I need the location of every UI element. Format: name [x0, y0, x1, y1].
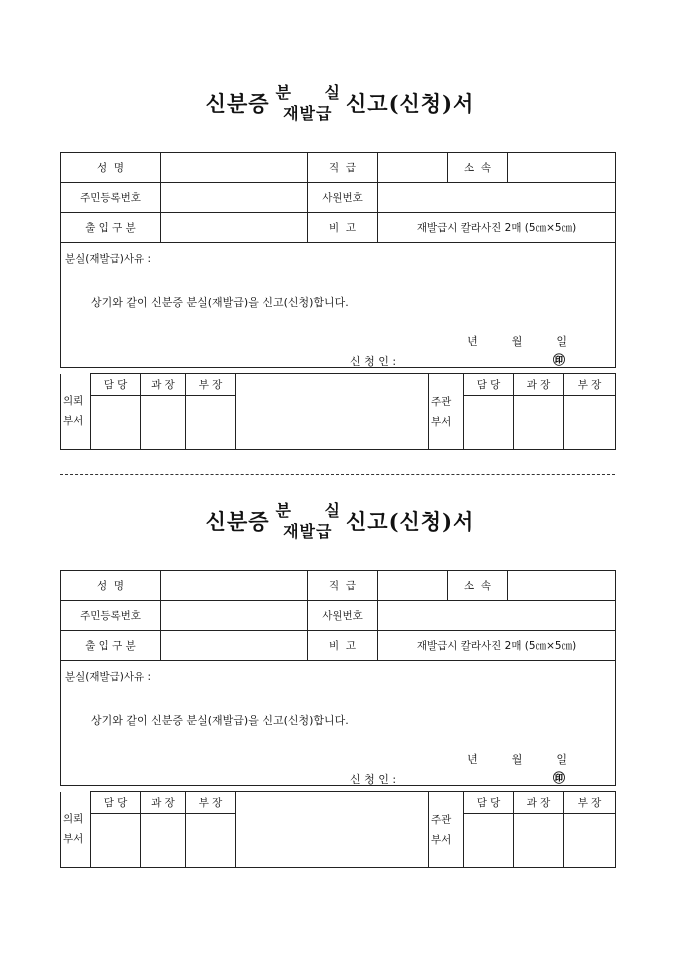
month-label: 월 — [511, 335, 523, 348]
dept-label: 소 속 — [448, 571, 508, 601]
resident-no-label: 주민등록번호 — [61, 183, 161, 213]
statement-text: 상기와 같이 신분증 분실(재발급)을 신고(신청)합니다. — [91, 296, 349, 309]
dept-head-label: 부 장 — [186, 374, 236, 396]
dept-field[interactable] — [508, 571, 616, 601]
dept-label: 소 속 — [448, 153, 508, 183]
resident-no-field[interactable] — [161, 601, 308, 631]
day-label: 일 — [556, 753, 567, 766]
section-chief-label: 과 장 — [141, 374, 186, 396]
title-top: 분 실 — [275, 501, 355, 520]
title-left: 신분증 — [205, 509, 270, 534]
day-label: 일 — [556, 335, 567, 348]
access-type-label: 출 입 구 분 — [61, 631, 161, 661]
approval-gap — [236, 792, 429, 868]
name-field[interactable] — [161, 571, 308, 601]
name-label: 성 명 — [61, 153, 161, 183]
dept-head-label-2: 부 장 — [564, 374, 616, 396]
officer-sign-box-2[interactable] — [464, 814, 514, 868]
rank-field[interactable] — [378, 153, 448, 183]
rank-label: 직 급 — [308, 153, 378, 183]
year-label: 년 — [467, 753, 478, 766]
info-table — [60, 152, 616, 368]
requesting-dept-line2: 부서 — [63, 833, 84, 846]
reason-section[interactable] — [61, 661, 616, 786]
section-chief-sign-box[interactable] — [141, 814, 186, 868]
managing-dept-line2: 부서 — [431, 415, 452, 428]
statement-text: 상기와 같이 신분증 분실(재발급)을 신고(신청)합니다. — [91, 714, 349, 727]
title-bottom: 재발급 — [283, 104, 333, 123]
access-type-field[interactable] — [161, 213, 308, 243]
title-top: 분 실 — [275, 83, 355, 102]
reason-label: 분실(재발급)사유 : — [65, 671, 152, 683]
officer-label-2: 담 당 — [464, 792, 514, 814]
title-stack — [275, 82, 355, 124]
managing-dept-line1: 주관 — [431, 813, 452, 826]
form-bottom — [0, 415, 680, 898]
officer-sign-box[interactable] — [91, 814, 141, 868]
managing-dept-line2: 부서 — [431, 833, 452, 846]
form-title — [0, 82, 680, 124]
dept-head-sign-box-2[interactable] — [564, 814, 616, 868]
resident-no-field[interactable] — [161, 183, 308, 213]
access-type-label: 출 입 구 분 — [61, 213, 161, 243]
applicant-label: 신 청 인 : — [350, 355, 397, 368]
officer-label-2: 담 당 — [464, 374, 514, 396]
title-right: 신고(신청)서 — [346, 91, 475, 116]
applicant-label: 신 청 인 : — [350, 773, 397, 786]
requesting-dept-line1: 의뢰 — [63, 395, 84, 408]
approval-table — [60, 791, 616, 868]
rank-label: 직 급 — [308, 571, 378, 601]
seal-icon: ㊞ — [552, 771, 565, 785]
section-chief-label-2: 과 장 — [514, 792, 564, 814]
managing-dept-line1: 주관 — [431, 395, 452, 408]
access-type-field[interactable] — [161, 631, 308, 661]
name-label: 성 명 — [61, 571, 161, 601]
officer-label: 담 당 — [91, 374, 141, 396]
reason-section[interactable] — [61, 243, 616, 368]
date-row — [467, 751, 567, 767]
resident-no-label: 주민등록번호 — [61, 601, 161, 631]
rank-field[interactable] — [378, 571, 448, 601]
remarks-label: 비 고 — [308, 213, 378, 243]
dept-head-label-2: 부 장 — [564, 792, 616, 814]
employee-no-field[interactable] — [378, 183, 616, 213]
remarks-value: 재발급시 칼라사진 2매 (5㎝×5㎝) — [378, 213, 616, 243]
title-stack — [275, 500, 355, 542]
requesting-dept-line2: 부서 — [63, 415, 84, 428]
month-label: 월 — [511, 753, 523, 766]
employee-no-label: 사원번호 — [308, 183, 378, 213]
managing-dept-label — [429, 792, 464, 868]
title-bottom: 재발급 — [283, 522, 333, 541]
dept-head-label: 부 장 — [186, 792, 236, 814]
reason-label: 분실(재발급)사유 : — [65, 253, 152, 265]
form-title — [0, 500, 680, 542]
requesting-dept-label — [61, 792, 91, 868]
info-table — [60, 570, 616, 786]
section-chief-label-2: 과 장 — [514, 374, 564, 396]
title-right: 신고(신청)서 — [346, 509, 475, 534]
year-label: 년 — [467, 335, 478, 348]
form-top — [0, 0, 680, 480]
requesting-dept-line1: 의뢰 — [63, 813, 84, 826]
date-row — [467, 333, 567, 349]
name-field[interactable] — [161, 153, 308, 183]
officer-label: 담 당 — [91, 792, 141, 814]
remarks-label: 비 고 — [308, 631, 378, 661]
employee-no-label: 사원번호 — [308, 601, 378, 631]
employee-no-field[interactable] — [378, 601, 616, 631]
dept-field[interactable] — [508, 153, 616, 183]
section-chief-sign-box-2[interactable] — [514, 814, 564, 868]
title-left: 신분증 — [205, 91, 270, 116]
dept-head-sign-box[interactable] — [186, 814, 236, 868]
remarks-value: 재발급시 칼라사진 2매 (5㎝×5㎝) — [378, 631, 616, 661]
seal-icon: ㊞ — [552, 353, 565, 367]
section-chief-label: 과 장 — [141, 792, 186, 814]
